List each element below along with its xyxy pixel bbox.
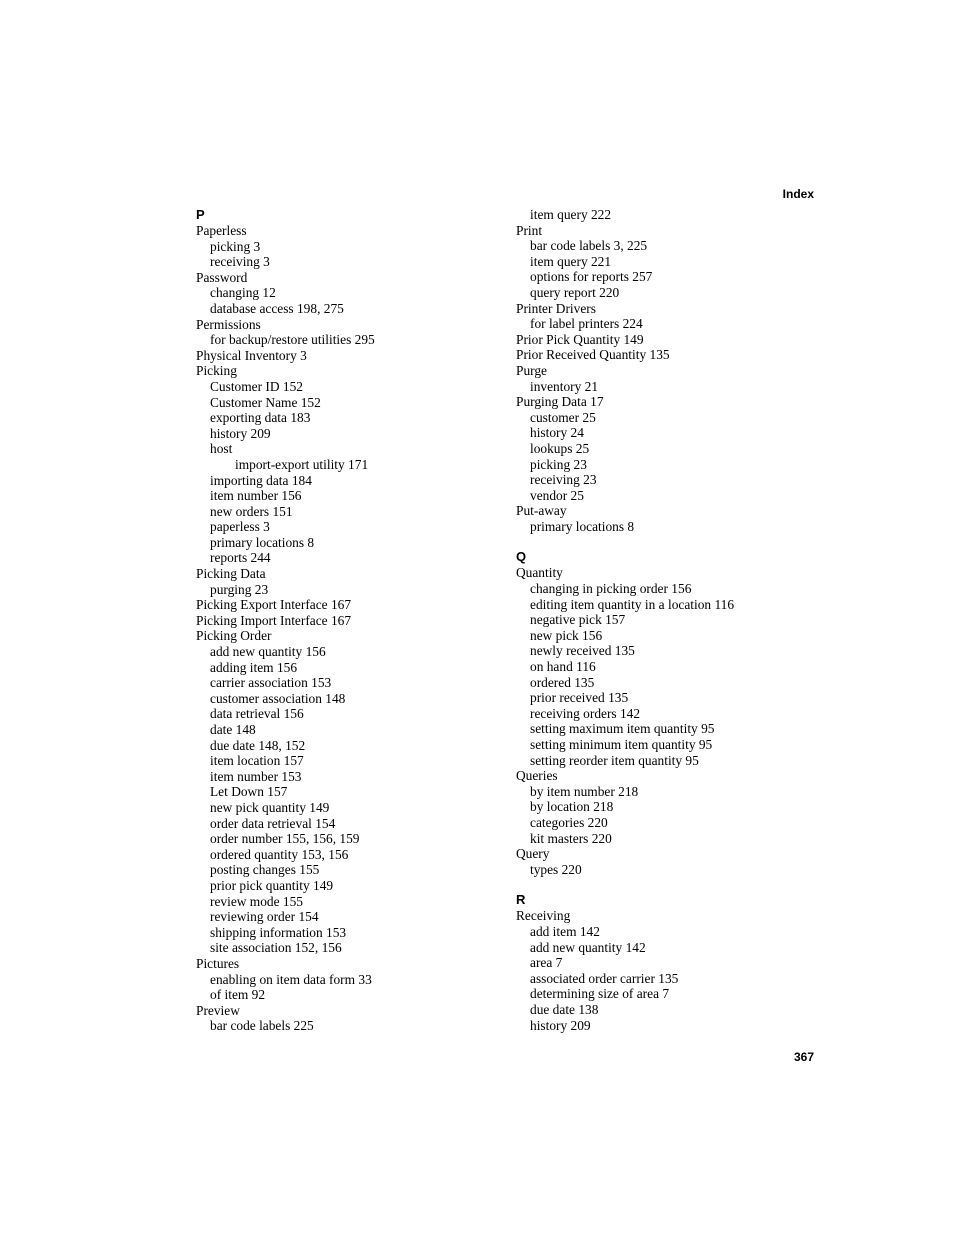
index-subentry: options for reports 257 [530, 269, 653, 285]
index-subentry: picking 23 [530, 456, 587, 472]
index-subentry: editing item quantity in a location 116 [530, 596, 735, 612]
index-subentry: item query 222 [530, 207, 612, 222]
index-subentry: item location 157 [210, 753, 304, 769]
index-entry: Picking Export Interface 167 [196, 597, 352, 613]
index-subentry: changing 12 [210, 285, 276, 301]
index-entry: Permissions [196, 316, 261, 332]
index-subentry: for label printers 224 [530, 316, 643, 332]
index-subentry: receiving orders 142 [530, 705, 641, 721]
index-subentry: add item 142 [530, 923, 600, 939]
index-entry: Picking Data [196, 566, 266, 582]
index-subentry: receiving 3 [210, 254, 270, 270]
index-subentry: Customer ID 152 [210, 378, 303, 394]
index-entry: Picking Import Interface 167 [196, 612, 352, 628]
index-subentry: order number 155, 156, 159 [210, 831, 360, 847]
index-subentry: inventory 21 [530, 378, 599, 394]
index-subentry: importing data 184 [210, 472, 312, 488]
index-column-right [516, 207, 826, 1033]
index-subentry: vendor 25 [530, 487, 584, 503]
index-subentry: item number 156 [210, 488, 302, 504]
index-subentry: reports 244 [210, 550, 271, 566]
index-subentry: database access 198, 275 [210, 300, 344, 316]
index-subentry: picking 3 [210, 238, 261, 254]
index-entry: Physical Inventory 3 [196, 347, 307, 363]
index-subentry: date 148 [210, 722, 256, 737]
index-entry: Quantity [516, 565, 563, 581]
index-subentry: lookups 25 [530, 440, 590, 456]
index-subentry: bar code labels 3, 225 [530, 238, 648, 254]
index-subentry: enabling on item data form 33 [210, 971, 372, 987]
index-subentry: area 7 [530, 955, 563, 971]
index-subentry: for backup/restore utilities 295 [210, 332, 375, 348]
index-entry: Printer Drivers [516, 300, 596, 316]
index-subentry: on hand 116 [530, 659, 596, 675]
index-subentry: add new quantity 142 [530, 939, 646, 955]
index-entry: Picking Order [196, 628, 272, 644]
index-subentry: query report 220 [530, 284, 620, 300]
index-subentry: shipping information 153 [210, 924, 347, 940]
index-entry: Paperless [196, 223, 247, 238]
index-subentry: Let Down 157 [210, 784, 288, 800]
index-subentry: paperless 3 [210, 519, 270, 535]
index-entry: Query [516, 846, 550, 862]
index-subentry: determining size of area 7 [530, 986, 670, 1002]
index-entry: Receiving [516, 908, 571, 924]
index-entry: Purge [516, 362, 547, 378]
index-subentry: host [210, 441, 233, 457]
index-subentry: setting maximum item quantity 95 [530, 721, 715, 737]
index-subentry: bar code labels 225 [210, 1018, 314, 1034]
index-subentry: data retrieval 156 [210, 706, 304, 722]
index-subentry: types 220 [530, 861, 582, 877]
index-subentry: setting minimum item quantity 95 [530, 737, 713, 752]
index-entry: Print [516, 222, 543, 238]
section-letter-r: R [516, 892, 526, 908]
index-subentry: history 209 [210, 425, 271, 441]
index-subentry: review mode 155 [210, 893, 303, 909]
index-subentry: setting reorder item quantity 95 [530, 752, 699, 768]
index-subentry: import-export utility 171 [235, 456, 369, 472]
index-subentry: reviewing order 154 [210, 909, 319, 925]
index-subentry: ordered 135 [530, 674, 595, 690]
index-subentry: of item 92 [210, 987, 266, 1003]
index-entry: Password [196, 269, 248, 285]
index-subentry: prior received 135 [530, 690, 629, 706]
index-subentry: new pick quantity 149 [210, 799, 330, 815]
index-subentry: due date 148, 152 [210, 737, 306, 753]
index-subentry: kit masters 220 [530, 830, 612, 846]
index-column-left [196, 207, 506, 1034]
index-subentry: due date 138 [530, 1001, 599, 1017]
index-subentry: associated order carrier 135 [530, 970, 679, 986]
index-subentry: new pick 156 [530, 627, 603, 643]
index-subentry: by location 218 [530, 799, 614, 815]
index-entry: Queries [516, 768, 558, 784]
index-subentry: history 24 [530, 425, 584, 441]
index-subentry: ordered quantity 153, 156 [210, 846, 349, 862]
index-entry: Picking [196, 363, 237, 379]
index-subentry: receiving 23 [530, 472, 597, 488]
index-entry: Prior Received Quantity 135 [516, 347, 670, 363]
index-subentry: item number 153 [210, 768, 302, 784]
index-subentry: history 209 [530, 1017, 591, 1033]
index-entry: Pictures [196, 955, 240, 971]
index-subentry: newly received 135 [530, 643, 635, 659]
index-entry: Preview [196, 1002, 240, 1018]
index-subentry: purging 23 [210, 581, 269, 597]
section-letter-p: P [196, 207, 205, 222]
index-subentry: categories 220 [530, 814, 608, 830]
section-letter-q: Q [516, 549, 527, 565]
index-entry: Put-away [516, 503, 567, 519]
index-subentry: site association 152, 156 [210, 940, 342, 956]
index-subentry: primary locations 8 [530, 518, 635, 534]
index-subentry: changing in picking order 156 [530, 581, 692, 597]
index-entry: Prior Pick Quantity 149 [516, 331, 644, 347]
index-subentry: order data retrieval 154 [210, 815, 336, 831]
index-entry: Purging Data 17 [516, 394, 604, 410]
index-subentry: prior pick quantity 149 [210, 877, 334, 893]
index-subentry: add new quantity 156 [210, 644, 326, 660]
index-subentry: customer 25 [530, 409, 596, 425]
index-subentry: primary locations 8 [210, 534, 315, 550]
index-subentry: posting changes 155 [210, 862, 320, 878]
index-subentry: Customer Name 152 [210, 394, 321, 410]
index-subentry: by item number 218 [530, 783, 639, 799]
index-subentry: carrier association 153 [210, 675, 332, 691]
index-subentry: new orders 151 [210, 503, 293, 519]
index-subentry: adding item 156 [210, 659, 298, 675]
index-subentry: item query 221 [530, 253, 612, 269]
index-subentry: customer association 148 [210, 690, 346, 706]
running-header-title: Index [782, 187, 814, 201]
index-subentry: negative pick 157 [530, 612, 626, 628]
index-subentry: exporting data 183 [210, 410, 311, 426]
page-number: 367 [793, 1050, 814, 1064]
